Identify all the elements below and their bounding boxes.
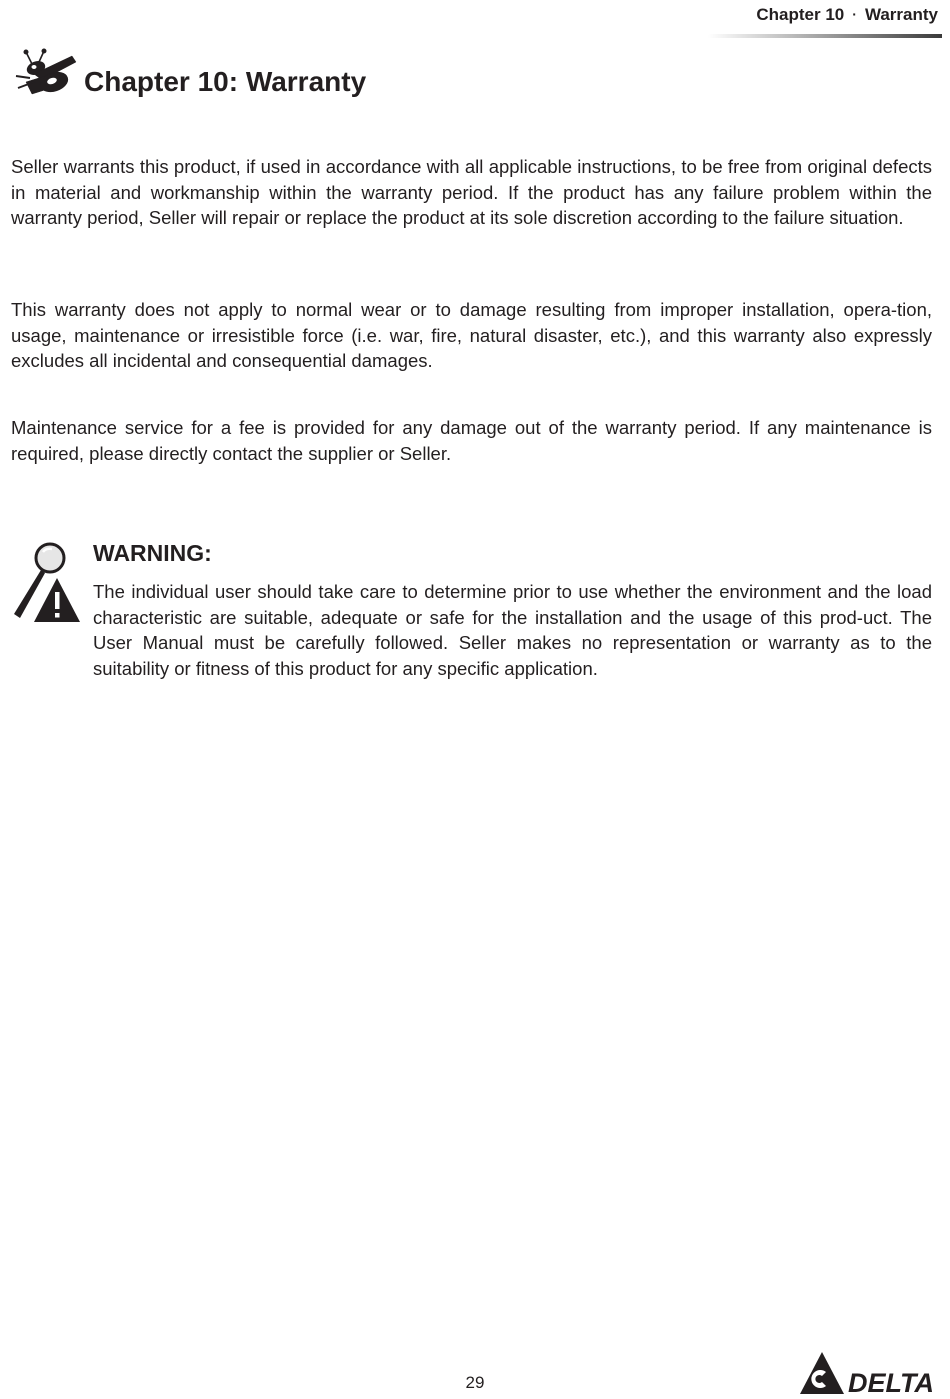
header-rule bbox=[708, 34, 942, 38]
running-header-separator: · bbox=[852, 6, 857, 22]
delta-logo bbox=[798, 1350, 944, 1396]
warning-text: The individual user should take care to determine prior to use whether the environment and the load characteristic are suitable, adequate or safe for the installation and the usage of this prod-uct. The User Manual must be carefully followed. Seller makes no representation or warranty as to the suitability or fitness of this product for any specific application. bbox=[93, 581, 932, 679]
chapter-bee-icon bbox=[12, 48, 80, 100]
paragraph-warranty-exclusions: This warranty does not apply to normal wear or to damage resulting from improper installation, opera-tion, usage, maintenance or irresistible force (i.e. war, fire, natural disaster, etc.), and this warranty also expressly excludes all incidental and consequential damages. bbox=[11, 299, 932, 371]
running-header-chapter: Chapter 10 bbox=[756, 5, 845, 24]
running-header-section: Warranty bbox=[864, 5, 938, 24]
paragraph-maintenance-service: Maintenance service for a fee is provided for any damage out of the warranty period. If any maintenance is required, please directly contact the supplier or Seller. bbox=[11, 417, 932, 464]
running-header bbox=[756, 5, 938, 25]
page-number: 29 bbox=[465, 1373, 485, 1392]
warning-magnifier-icon bbox=[10, 542, 82, 624]
logo-wordmark: DELTA bbox=[848, 1368, 934, 1396]
warning-title: WARNING: bbox=[93, 540, 212, 566]
paragraph-warranty-coverage: Seller warrants this product, if used in accordance with all applicable instructions, to be free from original defects in material and workmanship within the warranty period. If the product has any failure problem within the warranty period, Seller will repair or replace the product at its sole discretion according to the failure situation. bbox=[11, 156, 932, 228]
chapter-title: Chapter 10: Warranty bbox=[84, 66, 367, 97]
